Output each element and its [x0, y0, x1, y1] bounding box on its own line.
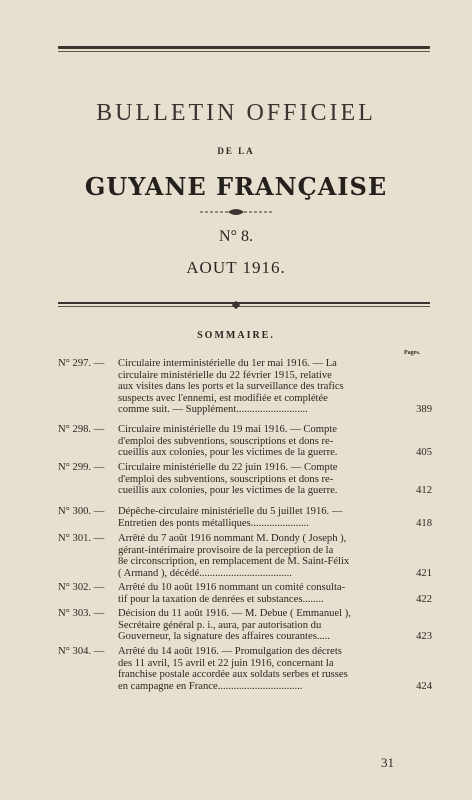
entry-line: suspects avec l'ennemi, est modifiée et complétée	[118, 392, 328, 404]
issue-date: AOUT 1916.	[186, 258, 286, 277]
entry-text	[118, 582, 408, 605]
entry-number: N° 301. —	[58, 533, 105, 544]
entry-line: d'emploi des subventions, souscriptions et dons re-	[118, 473, 334, 485]
entry-text	[118, 424, 408, 459]
top-rule-thin	[58, 51, 430, 52]
summary-entry	[58, 358, 432, 416]
entry-line: 8e circonscription, en remplacement de M. Saint-Félix	[118, 556, 350, 567]
entry-line: Décision du 11 août 1916. — M. Debue ( Emmanuel ),	[118, 608, 351, 619]
entry-line: aux visites dans les ports et la surveillance des trafics	[118, 381, 344, 392]
entry-number: N° 303. —	[58, 608, 105, 619]
entry-line: Circulaire interministérielle du 1er mai 1916. — La	[118, 358, 337, 369]
pages-column-label: Pages.	[404, 350, 421, 356]
middle-rule-thin	[58, 306, 430, 307]
entry-line: cueillis aux colonies, pour les victimes de la guerre.	[118, 485, 338, 496]
middle-rule	[58, 302, 430, 304]
entry-line: franchise postale accordée aux soldats serbes et russes	[118, 669, 348, 680]
entry-line: Gouverneur, la signature des affaires courantes.....	[118, 631, 331, 642]
entry-page-number: 412	[416, 485, 432, 496]
entry-line: en campagne en France................................	[118, 680, 303, 692]
entry-page-number: 422	[416, 593, 432, 605]
entry-line: cueillis aux colonies, pour les victimes de la guerre.	[118, 447, 338, 458]
entry-page-number: 405	[416, 447, 432, 458]
entry-page-number: 418	[416, 517, 432, 529]
entry-line: tif pour la taxation de denrées et substances........	[118, 593, 324, 605]
bulletin-title: BULLETIN OFFICIEL	[96, 100, 376, 126]
rule-ornament-icon	[232, 301, 240, 309]
summary-entry	[58, 608, 432, 643]
entry-number: N° 297. —	[58, 358, 105, 369]
entry-number: N° 300. —	[58, 506, 105, 517]
entry-line: d'emploi des subventions, souscriptions et dons re-	[118, 435, 334, 447]
entry-line: Arrêté du 10 août 1916 nommant un comité consulta-	[118, 582, 346, 593]
entry-page-number: 421	[416, 567, 432, 579]
entry-line: Arrêté du 7 août 1916 nommant M. Dondy ( Joseph ),	[118, 533, 347, 544]
entry-text	[118, 533, 408, 579]
entry-number: N° 298. —	[58, 424, 105, 435]
entry-line: Arrêté du 14 août 1916. — Promulgation des décrets	[118, 646, 342, 657]
colony-name: GUYANE FRANÇAISE	[84, 172, 388, 201]
entry-text	[118, 506, 408, 529]
entry-line: Secrétaire général p. i., aura, par autorisation du	[118, 619, 322, 631]
entry-page-number: 423	[416, 631, 432, 642]
entry-number: N° 304. —	[58, 646, 105, 657]
summary-entry	[58, 533, 432, 579]
entry-line: Circulaire ministérielle du 22 juin 1916. — Compte	[118, 462, 338, 473]
page-folio: 31	[381, 755, 394, 770]
issue-number: N° 8.	[219, 228, 253, 245]
entry-text	[118, 358, 408, 416]
summary-entry	[58, 462, 432, 497]
summary-entry	[58, 506, 432, 529]
summary-heading: SOMMAIRE.	[197, 330, 275, 341]
summary-entry	[58, 424, 432, 459]
ornament-divider-icon	[198, 206, 274, 218]
entry-text	[118, 462, 408, 497]
summary-entry	[58, 582, 432, 605]
entry-line: ( Armand ), décédé...................................	[118, 567, 292, 579]
entry-text	[118, 608, 408, 643]
entry-text	[118, 646, 408, 692]
entry-number: N° 302. —	[58, 582, 105, 593]
entry-number: N° 299. —	[58, 462, 105, 473]
entry-page-number: 389	[416, 404, 432, 415]
title-connector: DE LA	[217, 146, 255, 156]
entry-line: gérant-intérimaire provisoire de la perception de la	[118, 544, 334, 556]
entry-line: des 11 avril, 15 avril et 22 juin 1916, concernant la	[118, 657, 334, 669]
entry-line: Circulaire ministérielle du 19 mai 1916. — Compte	[118, 424, 337, 435]
entry-page-number: 424	[416, 680, 432, 692]
entry-line: Entretien des ponts métalliques......................	[118, 517, 309, 529]
entry-line: comme suit. — Supplément...........................	[118, 404, 308, 415]
entry-line: circulaire ministérielle du 22 février 1915, relative	[118, 369, 332, 381]
entry-line: Dépêche-circulaire ministérielle du 5 juillet 1916. —	[118, 506, 343, 517]
summary-entry	[58, 646, 432, 692]
top-rule	[58, 46, 430, 49]
